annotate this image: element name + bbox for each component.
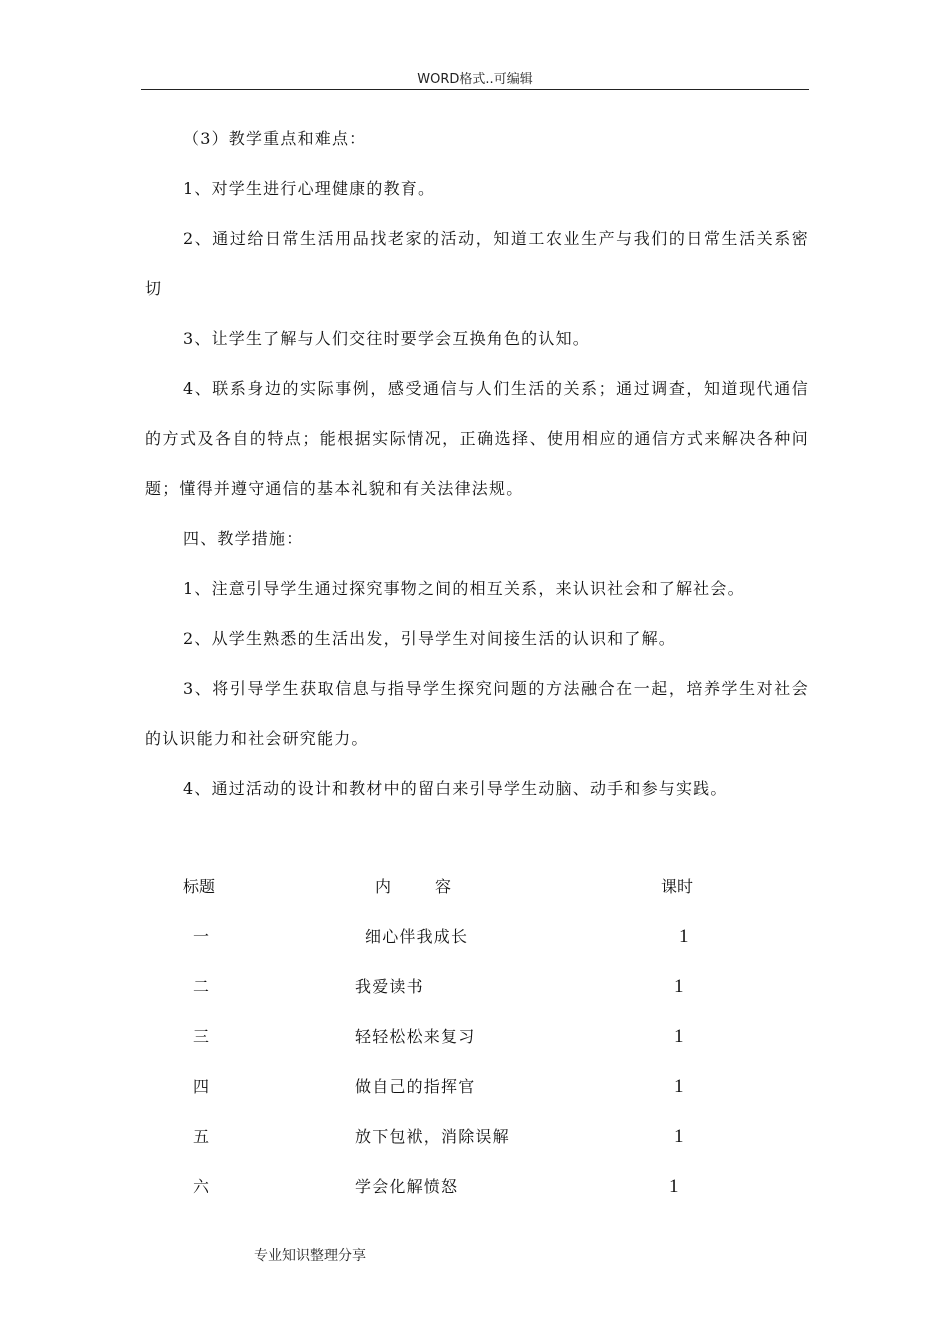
row-content: 我爱读书 (355, 977, 424, 996)
document-body (145, 114, 809, 814)
page-footer: 专业知识整理分享 (254, 1248, 366, 1264)
table-row (145, 1012, 745, 1062)
header-title: 标题 (183, 877, 216, 896)
table-header-row (145, 862, 745, 912)
row-title: 二 (193, 977, 211, 996)
table-row (145, 962, 745, 1012)
header-content-part-2: 容 (435, 877, 452, 896)
row-content: 做自己的指挥官 (355, 1077, 476, 1096)
row-title: 四 (193, 1077, 211, 1096)
header-hours: 课时 (661, 877, 694, 896)
row-hours: 1 (674, 1126, 685, 1147)
paragraph-measures-heading: 四、教学措施： (183, 529, 304, 548)
row-hours: 1 (674, 976, 685, 997)
row-title: 一 (193, 927, 211, 946)
paragraph-measure-1: 1、注意引导学生通过探究事物之间的相互关系，来认识社会和了解社会。 (183, 579, 745, 598)
course-schedule-table (145, 862, 745, 1212)
paragraph-measure-3: 3、将引导学生获取信息与指导学生探究问题的方法融合在一起，培养学生对社会的认识能力和社会研究能力。 (145, 679, 809, 748)
row-content: 细心伴我成长 (365, 927, 469, 946)
paragraph-point-3: 3、让学生了解与人们交往时要学会互换角色的认知。 (183, 329, 590, 348)
paragraph-point-4: 4、联系身边的实际事例，感受通信与人们生活的关系；通过调查，知道现代通信的方式及各自的特点；能根据实际情况，正确选择、使用相应的通信方式来解决各种问题；懂得并遵守通信的基本礼貌和有关法律法规。 (145, 379, 809, 498)
row-hours: 1 (674, 1076, 685, 1097)
header-divider (141, 89, 809, 90)
row-title: 三 (193, 1027, 211, 1046)
paragraph-measure-2: 2、从学生熟悉的生活出发，引导学生对间接生活的认识和了解。 (183, 629, 676, 648)
table-row (145, 1112, 745, 1162)
table-row (145, 1162, 745, 1212)
row-hours: 1 (669, 1176, 680, 1197)
row-title: 六 (193, 1177, 211, 1196)
row-hours: 1 (674, 1026, 685, 1047)
row-content: 轻轻松松来复习 (355, 1027, 476, 1046)
paragraph-point-1: 1、对学生进行心理健康的教育。 (183, 179, 436, 198)
row-title: 五 (193, 1127, 211, 1146)
header-content (375, 862, 451, 912)
paragraph-point-2: 2、通过给日常生活用品找老家的活动，知道工农业生产与我们的日常生活关系密切 (145, 229, 809, 298)
row-content: 学会化解愤怒 (355, 1177, 459, 1196)
paragraph-measure-4: 4、通过活动的设计和教材中的留白来引导学生动脑、动手和参与实践。 (183, 779, 728, 798)
paragraph-key-points-heading: （3）教学重点和难点： (183, 129, 367, 148)
row-hours: 1 (679, 926, 690, 947)
table-row (145, 1062, 745, 1112)
page-header: WORD格式..可编辑 (417, 72, 533, 87)
table-row (145, 912, 745, 962)
header-content-part-1: 内 (375, 877, 392, 896)
row-content: 放下包袱，消除误解 (355, 1127, 510, 1146)
